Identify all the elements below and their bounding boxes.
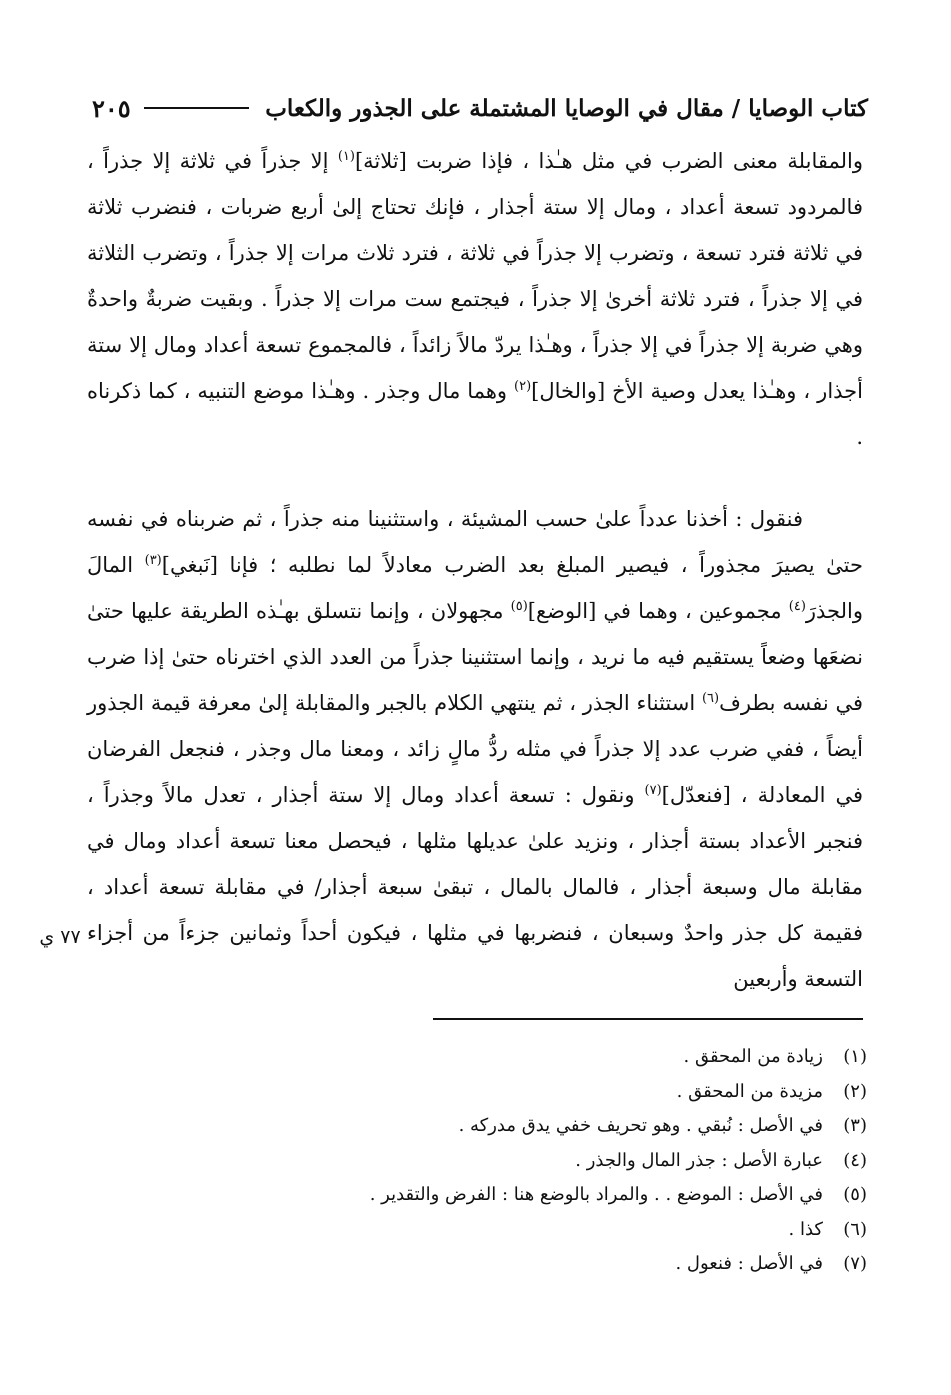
footnote-item <box>107 1075 867 1110</box>
paragraph-1-text-1: والمقابلة معنى الضرب في مثل هـٰذا ، فإذا ضربت [ثلاثة] <box>354 149 863 173</box>
paragraph-2 <box>87 496 863 1002</box>
footnote-separator <box>433 1018 863 1020</box>
paragraph-1-text-2: إلا جذراً في ثلاثة إلا جذراً ، فالمردود تسعة أعداد ، ومال إلا ستة أجذار ، فإنك تحتاج إلىٰ أربع ضربات ، فنضرب ثلاثة في ثلاثة فترد تسعة ، وتضرب إلا جذراً في ثلاثة ، فترد ثلاث مرات إلا جذراً ، وتضرب الثلاثة في إلا جذراً ، فترد ثلاثة أخرىٰ إلا جذراً ، فيجتمع ست مرات إلا جذراً . وبقيت ضربةٌ واحدةٌ وهي ضربة إلا جذراً في إلا جذراً ، وهـٰذا يردّ مالاً زائداً ، فالمجموع تسعة أعداد ومال إلا ستة أجذار ، وهـٰذا يعدل وصية الأخ [والخال] <box>87 149 863 403</box>
footnote-number: (٧) <box>843 1253 867 1274</box>
paragraph-2-text-2: المالَ والجذرَ <box>87 553 863 623</box>
footnote-item <box>107 1213 867 1248</box>
footnote-number: (٦) <box>843 1218 867 1240</box>
footnote-ref-6: (٦) <box>701 691 720 706</box>
footnote-text: زيادة من المحقق . <box>683 1046 823 1067</box>
footnote-ref-5: (٥) <box>510 599 528 614</box>
header-title: كتاب الوصايا / مقال في الوصايا المشتملة على الجذور والكعاب <box>265 94 868 122</box>
paragraph-2-text-5: استثناء الجذر ، ثم ينتهي الكلام بالجبر والمقابلة إلىٰ معرفة قيمة الجذور أيضاً ، ففي ضرب عدد إلا جذراً في مثله ردُّ مالٍ زائد ، ومعنا مال وجذر ، فنجعل الفرضان في المعادلة ، [فنعدّل] <box>87 691 864 807</box>
footnote-ref-4: (٤) <box>788 599 806 614</box>
footnotes-list <box>107 1040 867 1282</box>
footnote-number: (١) <box>843 1046 867 1067</box>
footnote-number: (٥) <box>843 1184 867 1205</box>
footnote-ref-2: (٢) <box>514 379 532 394</box>
paragraph-2-text-3: مجموعين ، وهما في [الوضع] <box>527 599 789 623</box>
footnote-item <box>107 1109 867 1144</box>
paragraph-1-text-3: وهما مال وجذر . وهـٰذا موضع التنبيه ، كما ذكرناه . <box>87 379 863 449</box>
footnote-ref-1: (١) <box>337 149 355 164</box>
page-number: ٢٠٥ <box>92 93 131 123</box>
paragraph-2-text-6: ونقول : تسعة أعداد ومال إلا ستة أجذار ، تعدل مالاً وجذراً ، فنجبر الأعداد بستة أجذار ، ونزيد علىٰ عديلها مثلها ، فيحصل معنا تسعة أعداد ومال في مقابلة مال وسبعة أجذار ، فالمال بالمال ، تبقىٰ سبعة أجذار/ في مقابلة تسعة أعداد ، فقيمة كل جذر واحدٌ وسبعان ، فنضربها في مثلها ، فيكون أحداً وثمانين جزءاً من أجزاء التسعة وأربعين <box>87 783 863 991</box>
footnote-text: في الأصل : فنعول . <box>675 1253 823 1274</box>
footnote-number: (٤) <box>843 1149 867 1171</box>
footnote-text: مزيدة من المحقق . <box>676 1080 823 1102</box>
footnote-text: في الأصل : الموضع . . والمراد بالوضع هنا : الفرض والتقدير . <box>369 1184 823 1205</box>
footnote-text: عبارة الأصل : جذر المال والجذر . <box>575 1149 823 1171</box>
running-header <box>92 88 868 128</box>
paragraph-2-text-4: مجهولان ، وإنما نتسلق بهـٰذه الطريقة عليها حتىٰ نضعَها وضعاً يستقيم فيه ما نريد ، وإنما استثنينا جذراً من العدد الذي اخترناه حتىٰ إذا ضرب في نفسه بطرف <box>87 599 864 715</box>
header-rule <box>144 107 249 109</box>
footnote-item <box>107 1144 867 1179</box>
footnote-text: كذا . <box>788 1218 823 1240</box>
footnote-item <box>107 1040 867 1075</box>
paragraph-1 <box>87 138 863 460</box>
footnote-number: (٣) <box>843 1115 867 1136</box>
footnote-item <box>107 1178 867 1213</box>
paragraph-2-text-1: فنقول : أخذنا عدداً علىٰ حسب المشيئة ، واستثنينا منه جذراً ، ثم ضربناه في نفسه حتىٰ يصيرَ مجذوراً ، فيصير المبلغ بعد الضرب معادلاً لما نطلبه ؛ فإنا [نَبغي] <box>87 507 863 577</box>
footnote-number: (٢) <box>843 1080 867 1102</box>
footnote-ref-3: (٣) <box>144 553 162 568</box>
footnote-text: في الأصل : نُبقي . وهو تحريف خفي يدق مدركه . <box>458 1115 823 1136</box>
header-title-group <box>144 95 868 122</box>
footnote-item <box>107 1247 867 1282</box>
margin-page-marker: ٧٧ ي <box>39 926 81 948</box>
footnote-ref-7: (٧) <box>644 783 662 798</box>
